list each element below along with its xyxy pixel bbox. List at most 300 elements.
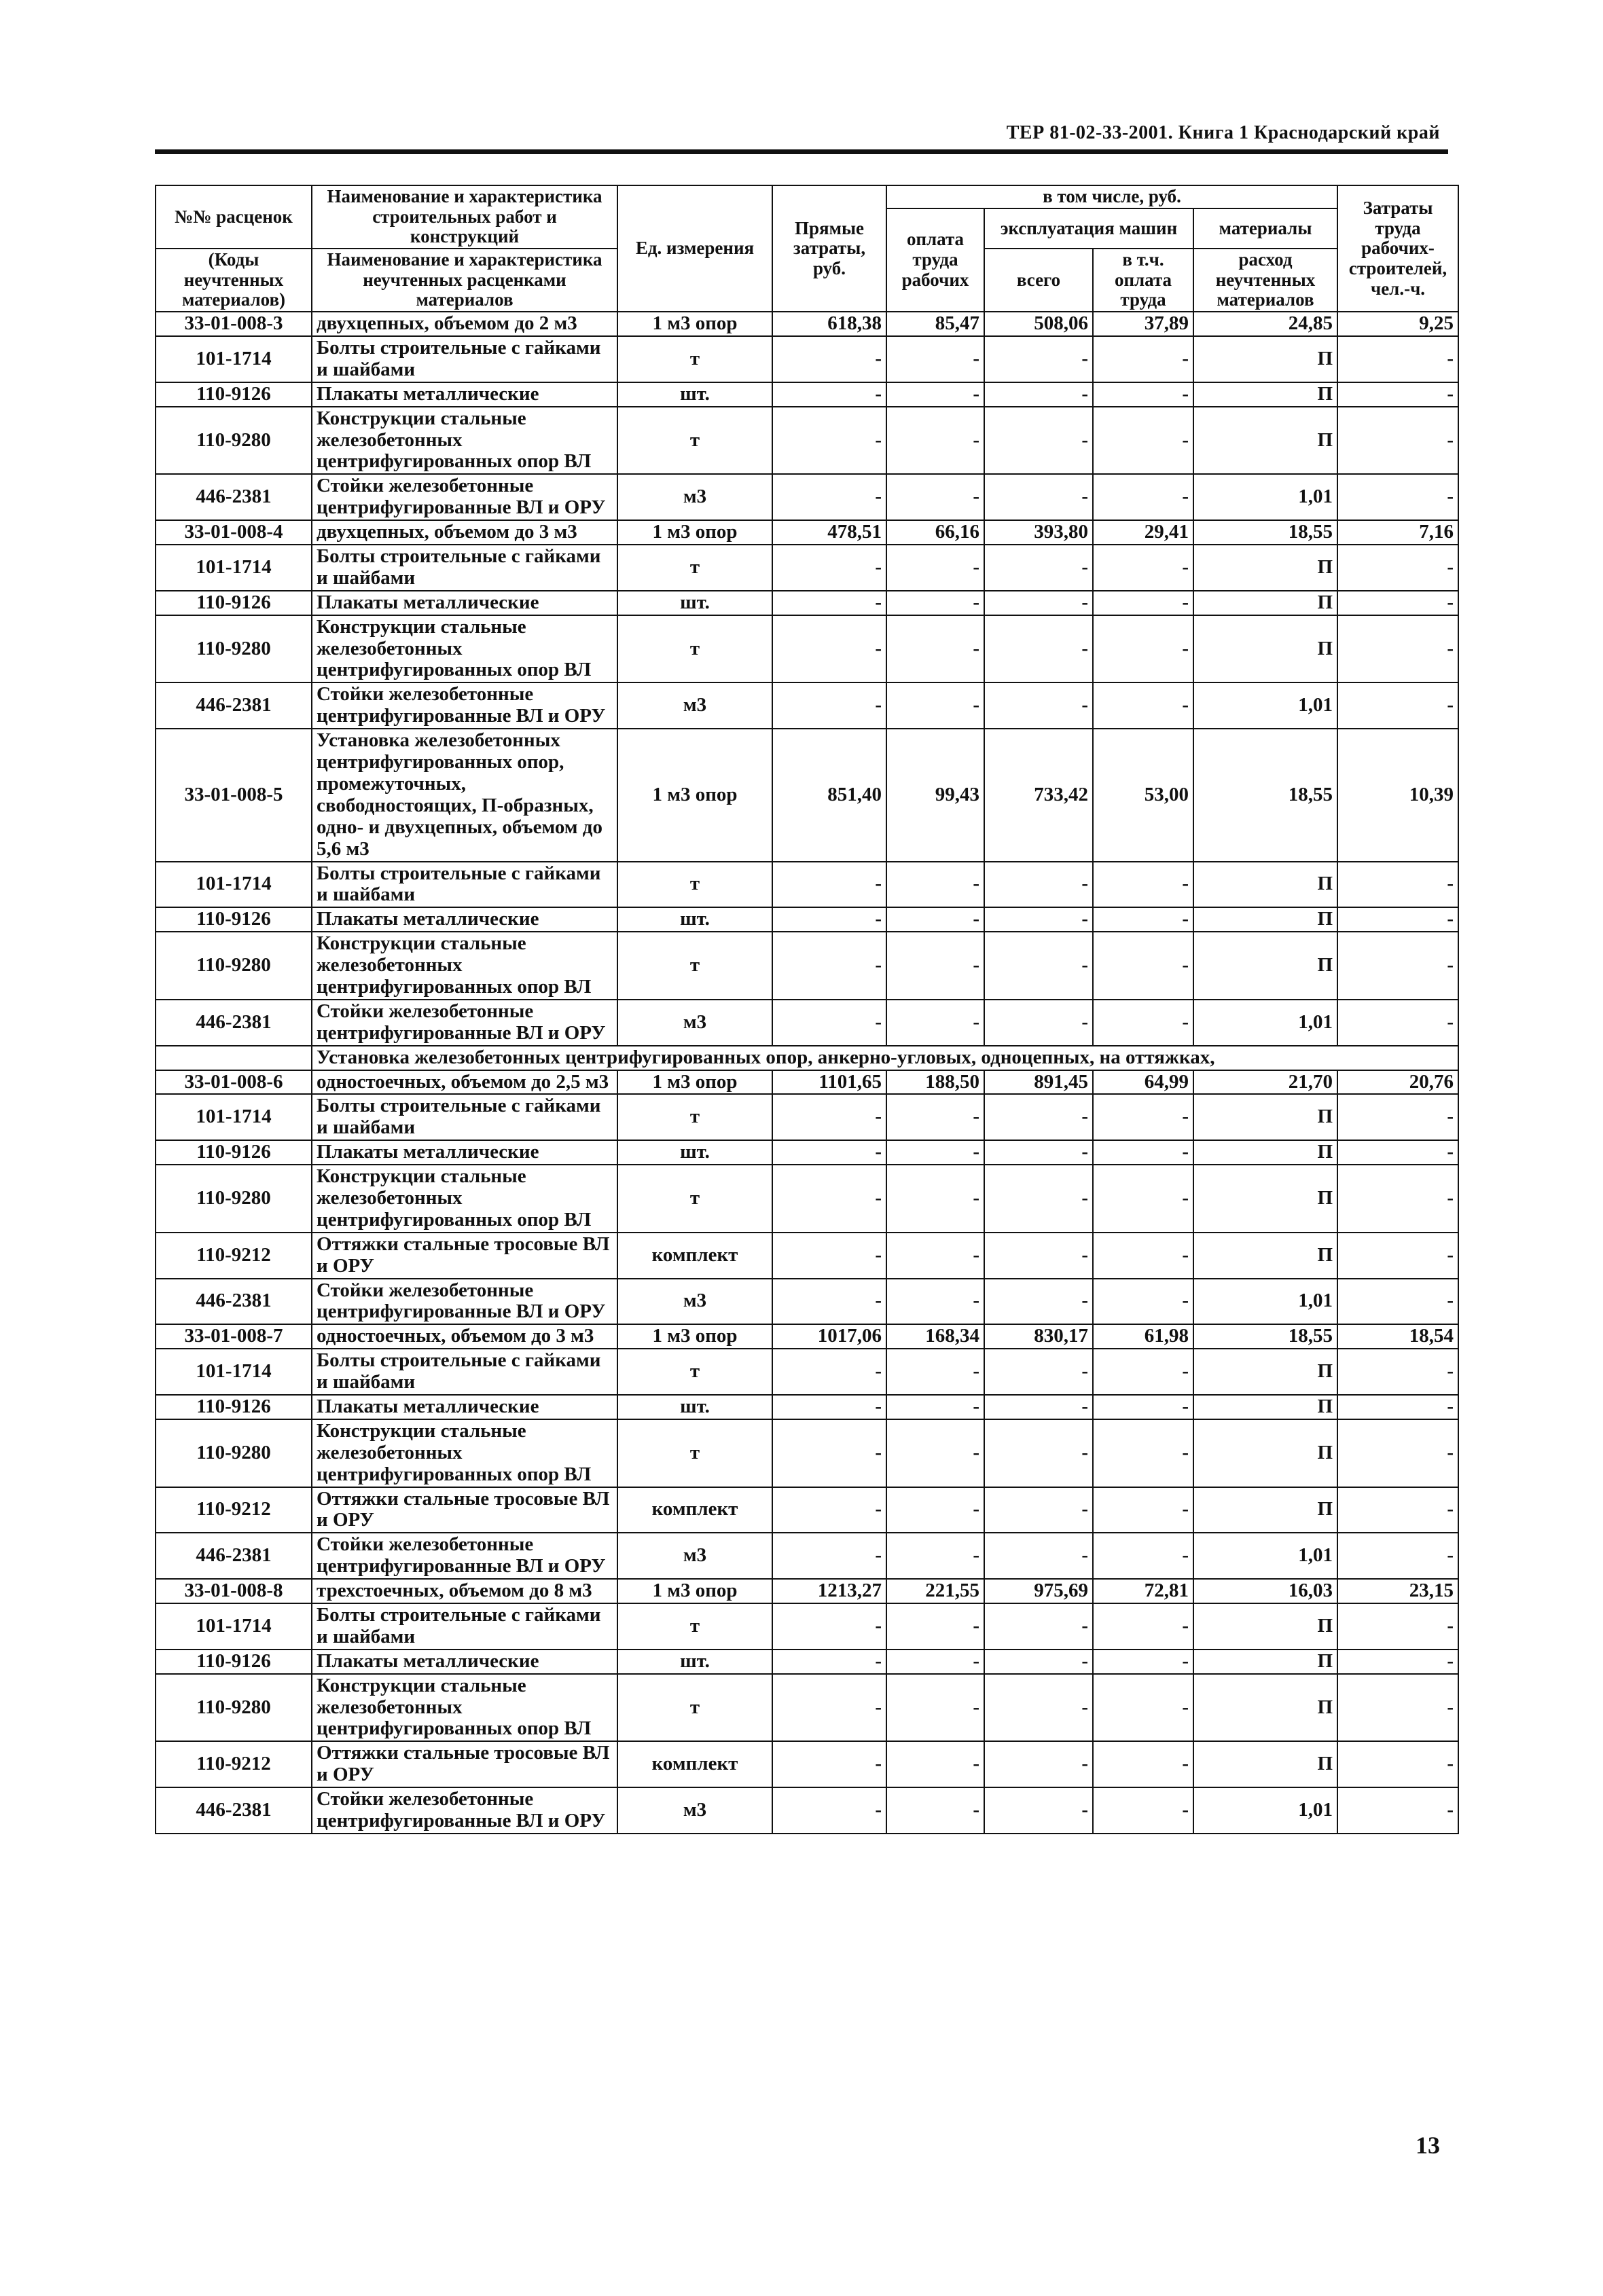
row-materials: П <box>1193 615 1337 683</box>
row-worker-hours: - <box>1337 907 1458 932</box>
row-unit: т <box>617 862 772 908</box>
row-labor-cost: - <box>886 1279 984 1325</box>
row-machines-cost: - <box>984 1533 1093 1579</box>
row-unit: т <box>617 407 772 475</box>
row-code: 446-2381 <box>156 1787 312 1834</box>
row-materials: П <box>1193 591 1337 615</box>
row-direct-cost: - <box>772 545 886 591</box>
material-row <box>156 862 1458 908</box>
row-labor-cost: - <box>886 932 984 1000</box>
row-worker-hours: 9,25 <box>1337 312 1458 336</box>
row-materials: 18,55 <box>1193 520 1337 545</box>
row-code: 446-2381 <box>156 1000 312 1046</box>
row-worker-hours: - <box>1337 1000 1458 1046</box>
row-name: Конструкции стальные железобетонных центрифугированных опор ВЛ <box>312 407 617 475</box>
row-machines-labor-cost: 53,00 <box>1093 729 1193 861</box>
row-worker-hours: - <box>1337 1787 1458 1834</box>
row-labor-cost: - <box>886 545 984 591</box>
row-labor-cost: - <box>886 1094 984 1140</box>
row-machines-cost: 508,06 <box>984 312 1093 336</box>
row-machines-cost: - <box>984 862 1093 908</box>
page-number: 13 <box>1416 2132 1440 2159</box>
row-machines-labor-cost: - <box>1093 1741 1193 1787</box>
row-machines-labor-cost: - <box>1093 474 1193 520</box>
row-name: Конструкции стальные железобетонных центрифугированных опор ВЛ <box>312 1674 617 1742</box>
row-name: Оттяжки стальные тросовые ВЛ и ОРУ <box>312 1741 617 1787</box>
row-direct-cost: - <box>772 862 886 908</box>
row-machines-cost: - <box>984 1233 1093 1279</box>
row-machines-cost: 830,17 <box>984 1324 1093 1349</box>
row-direct-cost: - <box>772 1603 886 1650</box>
row-machines-labor-cost: - <box>1093 1603 1193 1650</box>
material-row <box>156 1165 1458 1233</box>
row-worker-hours: - <box>1337 1419 1458 1487</box>
row-worker-hours: - <box>1337 615 1458 683</box>
section-title: Установка железобетонных центрифугированных опор, анкерно-угловых, одноцепных, на оттяжках, <box>312 1046 1458 1070</box>
row-name: двухцепных, объемом до 2 м3 <box>312 312 617 336</box>
row-direct-cost: 1213,27 <box>772 1579 886 1603</box>
row-direct-cost: - <box>772 1140 886 1165</box>
row-direct-cost: 1101,65 <box>772 1070 886 1095</box>
row-unit: 1 м3 опор <box>617 1324 772 1349</box>
rates-table <box>155 185 1459 1834</box>
row-unit: т <box>617 545 772 591</box>
row-materials: 1,01 <box>1193 1787 1337 1834</box>
row-materials: П <box>1193 1674 1337 1742</box>
row-code: 110-9212 <box>156 1233 312 1279</box>
material-row <box>156 1140 1458 1165</box>
row-machines-cost: - <box>984 1419 1093 1487</box>
row-machines-labor-cost: - <box>1093 1279 1193 1325</box>
row-machines-labor-cost: - <box>1093 1487 1193 1533</box>
row-labor-cost: - <box>886 382 984 407</box>
rate-row <box>156 520 1458 545</box>
row-unit: т <box>617 336 772 382</box>
header-code-sub: (Коды неучтенных материалов) <box>156 249 312 312</box>
row-name: Плакаты металлические <box>312 382 617 407</box>
row-code: 101-1714 <box>156 336 312 382</box>
row-worker-hours: - <box>1337 407 1458 475</box>
row-labor-cost: - <box>886 1674 984 1742</box>
row-labor-cost: 66,16 <box>886 520 984 545</box>
row-machines-cost: 975,69 <box>984 1579 1093 1603</box>
row-name: Плакаты металлические <box>312 1140 617 1165</box>
row-name: Стойки железобетонные центрифугированные ВЛ и ОРУ <box>312 474 617 520</box>
row-unit: комплект <box>617 1487 772 1533</box>
row-machines-cost: - <box>984 1094 1093 1140</box>
material-row <box>156 682 1458 729</box>
row-machines-cost: 393,80 <box>984 520 1093 545</box>
row-worker-hours: - <box>1337 1487 1458 1533</box>
header-workers: Затраты труда рабочих-строителей, чел.-ч. <box>1337 185 1458 312</box>
row-machines-cost: - <box>984 615 1093 683</box>
row-direct-cost: 618,38 <box>772 312 886 336</box>
row-materials: П <box>1193 1603 1337 1650</box>
table-body <box>156 312 1458 1834</box>
material-row <box>156 382 1458 407</box>
row-materials: П <box>1193 1419 1337 1487</box>
row-labor-cost: - <box>886 907 984 932</box>
header-labor: оплата труда рабочих <box>886 208 984 312</box>
row-unit: шт. <box>617 382 772 407</box>
row-materials: П <box>1193 1094 1337 1140</box>
row-worker-hours: - <box>1337 1349 1458 1395</box>
row-materials: П <box>1193 907 1337 932</box>
row-unit: 1 м3 опор <box>617 729 772 861</box>
row-machines-labor-cost: - <box>1093 1140 1193 1165</box>
row-machines-labor-cost: - <box>1093 336 1193 382</box>
row-machines-labor-cost: - <box>1093 862 1193 908</box>
rate-row <box>156 1579 1458 1603</box>
row-code: 110-9126 <box>156 1395 312 1419</box>
row-name: Конструкции стальные железобетонных центрифугированных опор ВЛ <box>312 932 617 1000</box>
row-machines-labor-cost: - <box>1093 1650 1193 1674</box>
row-worker-hours: - <box>1337 474 1458 520</box>
row-materials: 1,01 <box>1193 1279 1337 1325</box>
row-labor-cost: - <box>886 1603 984 1650</box>
row-name: Оттяжки стальные тросовые ВЛ и ОРУ <box>312 1233 617 1279</box>
row-materials: 21,70 <box>1193 1070 1337 1095</box>
row-worker-hours: - <box>1337 591 1458 615</box>
row-name: Плакаты металлические <box>312 907 617 932</box>
row-labor-cost: 168,34 <box>886 1324 984 1349</box>
row-machines-labor-cost: 72,81 <box>1093 1579 1193 1603</box>
row-machines-labor-cost: - <box>1093 1533 1193 1579</box>
row-unit: м3 <box>617 1279 772 1325</box>
row-machines-labor-cost: 29,41 <box>1093 520 1193 545</box>
row-labor-cost: - <box>886 1140 984 1165</box>
row-labor-cost: - <box>886 1395 984 1419</box>
row-machines-labor-cost: - <box>1093 907 1193 932</box>
row-worker-hours: - <box>1337 1140 1458 1165</box>
material-row <box>156 1000 1458 1046</box>
row-worker-hours: - <box>1337 1279 1458 1325</box>
row-materials: 1,01 <box>1193 1533 1337 1579</box>
row-direct-cost: - <box>772 336 886 382</box>
row-materials: 1,01 <box>1193 682 1337 729</box>
row-unit: комплект <box>617 1741 772 1787</box>
row-code: 33-01-008-4 <box>156 520 312 545</box>
row-unit: т <box>617 1094 772 1140</box>
header-incl: в том числе, руб. <box>886 185 1337 208</box>
row-labor-cost: 221,55 <box>886 1579 984 1603</box>
row-machines-cost: - <box>984 1395 1093 1419</box>
row-direct-cost: 478,51 <box>772 520 886 545</box>
row-machines-cost: - <box>984 682 1093 729</box>
row-code: 110-9280 <box>156 932 312 1000</box>
row-unit: т <box>617 1674 772 1742</box>
row-code: 101-1714 <box>156 1603 312 1650</box>
row-direct-cost: - <box>772 932 886 1000</box>
row-worker-hours: 23,15 <box>1337 1579 1458 1603</box>
row-labor-cost: - <box>886 1533 984 1579</box>
row-direct-cost: - <box>772 1674 886 1742</box>
row-code: 101-1714 <box>156 1094 312 1140</box>
row-unit: шт. <box>617 591 772 615</box>
row-direct-cost: - <box>772 1233 886 1279</box>
row-unit: м3 <box>617 1533 772 1579</box>
row-materials: П <box>1193 382 1337 407</box>
material-row <box>156 336 1458 382</box>
row-worker-hours: - <box>1337 1395 1458 1419</box>
row-worker-hours: - <box>1337 1674 1458 1742</box>
row-machines-labor-cost: - <box>1093 615 1193 683</box>
row-code: 33-01-008-7 <box>156 1324 312 1349</box>
row-labor-cost: - <box>886 407 984 475</box>
row-materials: 18,55 <box>1193 1324 1337 1349</box>
row-unit: 1 м3 опор <box>617 1579 772 1603</box>
row-worker-hours: - <box>1337 1603 1458 1650</box>
row-worker-hours: 7,16 <box>1337 520 1458 545</box>
row-unit: 1 м3 опор <box>617 312 772 336</box>
row-machines-cost: 891,45 <box>984 1070 1093 1095</box>
material-row <box>156 1279 1458 1325</box>
row-machines-cost: - <box>984 1165 1093 1233</box>
row-code: 446-2381 <box>156 1533 312 1579</box>
row-machines-cost: 733,42 <box>984 729 1093 861</box>
row-unit: м3 <box>617 1787 772 1834</box>
row-worker-hours: 10,39 <box>1337 729 1458 861</box>
row-code: 446-2381 <box>156 682 312 729</box>
row-worker-hours: - <box>1337 1165 1458 1233</box>
row-unit: т <box>617 1419 772 1487</box>
row-code: 110-9280 <box>156 1419 312 1487</box>
header-direct: Прямые затраты, руб. <box>772 185 886 312</box>
material-row <box>156 591 1458 615</box>
running-header: ТЕР 81-02-33-2001. Книга 1 Краснодарский край <box>1006 122 1440 143</box>
material-row <box>156 1233 1458 1279</box>
row-direct-cost: - <box>772 1650 886 1674</box>
row-materials: П <box>1193 1233 1337 1279</box>
row-materials: П <box>1193 1487 1337 1533</box>
row-code: 110-9280 <box>156 1165 312 1233</box>
row-direct-cost: - <box>772 1395 886 1419</box>
row-code: 110-9126 <box>156 907 312 932</box>
material-row <box>156 1603 1458 1650</box>
row-labor-cost: - <box>886 474 984 520</box>
material-row <box>156 1349 1458 1395</box>
row-worker-hours: - <box>1337 1650 1458 1674</box>
header-materials: материалы <box>1193 208 1337 249</box>
row-labor-cost: - <box>886 591 984 615</box>
row-name: Болты строительные с гайками и шайбами <box>312 1603 617 1650</box>
rate-row <box>156 729 1458 861</box>
row-name: одностоечных, объемом до 3 м3 <box>312 1324 617 1349</box>
header-name-sub: Наименование и характеристика неучтенных расценками материалов <box>312 249 617 312</box>
row-materials: 18,55 <box>1193 729 1337 861</box>
row-name: Стойки железобетонные центрифугированные ВЛ и ОРУ <box>312 682 617 729</box>
row-unit: т <box>617 615 772 683</box>
header-rule <box>155 149 1448 154</box>
row-worker-hours: - <box>1337 1741 1458 1787</box>
row-code: 110-9126 <box>156 591 312 615</box>
row-worker-hours: - <box>1337 932 1458 1000</box>
row-labor-cost: 188,50 <box>886 1070 984 1095</box>
row-code: 101-1714 <box>156 1349 312 1395</box>
row-name: Болты строительные с гайками и шайбами <box>312 862 617 908</box>
row-code: 110-9126 <box>156 382 312 407</box>
row-worker-hours: - <box>1337 382 1458 407</box>
row-materials: П <box>1193 407 1337 475</box>
row-direct-cost: - <box>772 682 886 729</box>
row-machines-labor-cost: - <box>1093 545 1193 591</box>
row-materials: П <box>1193 1741 1337 1787</box>
row-name: Стойки железобетонные центрифугированные ВЛ и ОРУ <box>312 1000 617 1046</box>
row-machines-labor-cost: - <box>1093 382 1193 407</box>
row-direct-cost: 851,40 <box>772 729 886 861</box>
row-code: 101-1714 <box>156 862 312 908</box>
row-code: 33-01-008-8 <box>156 1579 312 1603</box>
row-machines-labor-cost: - <box>1093 1094 1193 1140</box>
row-code: 110-9212 <box>156 1487 312 1533</box>
row-unit: м3 <box>617 474 772 520</box>
row-labor-cost: - <box>886 1233 984 1279</box>
row-machines-labor-cost: - <box>1093 1233 1193 1279</box>
row-materials: 16,03 <box>1193 1579 1337 1603</box>
row-materials: 1,01 <box>1193 474 1337 520</box>
row-name: Болты строительные с гайками и шайбами <box>312 1349 617 1395</box>
row-labor-cost: - <box>886 1650 984 1674</box>
row-labor-cost: - <box>886 1165 984 1233</box>
row-name: Болты строительные с гайками и шайбами <box>312 336 617 382</box>
row-machines-cost: - <box>984 474 1093 520</box>
row-name: Плакаты металлические <box>312 1395 617 1419</box>
row-direct-cost: - <box>772 1279 886 1325</box>
row-machines-cost: - <box>984 336 1093 382</box>
rate-row <box>156 1324 1458 1349</box>
row-worker-hours: - <box>1337 862 1458 908</box>
row-unit: шт. <box>617 907 772 932</box>
row-name: двухцепных, объемом до 3 м3 <box>312 520 617 545</box>
row-name: Стойки железобетонные центрифугированные ВЛ и ОРУ <box>312 1787 617 1834</box>
row-machines-cost: - <box>984 1000 1093 1046</box>
row-machines-labor-cost: - <box>1093 1395 1193 1419</box>
row-unit: шт. <box>617 1140 772 1165</box>
row-direct-cost: - <box>772 1787 886 1834</box>
row-code: 110-9126 <box>156 1650 312 1674</box>
row-code: 101-1714 <box>156 545 312 591</box>
row-name: Плакаты металлические <box>312 1650 617 1674</box>
row-machines-cost: - <box>984 907 1093 932</box>
header-materials-sub: расход неучтенных материалов <box>1193 249 1337 312</box>
row-labor-cost: - <box>886 1787 984 1834</box>
row-name: Конструкции стальные железобетонных центрифугированных опор ВЛ <box>312 1419 617 1487</box>
row-materials: П <box>1193 1650 1337 1674</box>
row-materials: П <box>1193 1140 1337 1165</box>
row-worker-hours: - <box>1337 1094 1458 1140</box>
material-row <box>156 1419 1458 1487</box>
row-machines-labor-cost: - <box>1093 1787 1193 1834</box>
row-name: Болты строительные с гайками и шайбами <box>312 1094 617 1140</box>
row-labor-cost: 99,43 <box>886 729 984 861</box>
row-code: 110-9126 <box>156 1140 312 1165</box>
rate-row <box>156 1070 1458 1095</box>
row-worker-hours: - <box>1337 336 1458 382</box>
row-labor-cost: - <box>886 1741 984 1787</box>
row-labor-cost: - <box>886 1419 984 1487</box>
row-machines-cost: - <box>984 545 1093 591</box>
row-materials: П <box>1193 545 1337 591</box>
header-machines-labor: в т.ч. оплата труда <box>1093 249 1193 312</box>
header-name: Наименование и характеристика строительных работ и конструкций <box>312 185 617 249</box>
row-name: одностоечных, объемом до 2,5 м3 <box>312 1070 617 1095</box>
row-code: 33-01-008-6 <box>156 1070 312 1095</box>
material-row <box>156 407 1458 475</box>
material-row <box>156 932 1458 1000</box>
row-direct-cost: - <box>772 615 886 683</box>
row-code: 446-2381 <box>156 1279 312 1325</box>
row-materials: П <box>1193 862 1337 908</box>
row-name: Плакаты металлические <box>312 591 617 615</box>
row-labor-cost: 85,47 <box>886 312 984 336</box>
row-materials: П <box>1193 1165 1337 1233</box>
material-row <box>156 474 1458 520</box>
row-materials: П <box>1193 932 1337 1000</box>
row-machines-cost: - <box>984 1279 1093 1325</box>
header-code: №№ расценок <box>156 185 312 249</box>
section-row <box>156 1046 1458 1070</box>
material-row <box>156 1533 1458 1579</box>
row-unit: 1 м3 опор <box>617 520 772 545</box>
row-unit: т <box>617 1165 772 1233</box>
row-worker-hours: 18,54 <box>1337 1324 1458 1349</box>
row-machines-cost: - <box>984 1650 1093 1674</box>
row-unit: м3 <box>617 682 772 729</box>
row-machines-cost: - <box>984 1741 1093 1787</box>
row-name: Конструкции стальные железобетонных центрифугированных опор ВЛ <box>312 1165 617 1233</box>
row-name: Стойки железобетонные центрифугированные ВЛ и ОРУ <box>312 1533 617 1579</box>
row-direct-cost: - <box>772 1000 886 1046</box>
row-direct-cost: - <box>772 907 886 932</box>
header-unit: Ед. измерения <box>617 185 772 312</box>
row-machines-cost: - <box>984 932 1093 1000</box>
row-machines-labor-cost: 61,98 <box>1093 1324 1193 1349</box>
row-unit: шт. <box>617 1650 772 1674</box>
header-machines: эксплуатация машин <box>984 208 1193 249</box>
row-unit: комплект <box>617 1233 772 1279</box>
row-materials: 1,01 <box>1193 1000 1337 1046</box>
row-code: 33-01-008-5 <box>156 729 312 861</box>
row-unit: м3 <box>617 1000 772 1046</box>
row-unit: т <box>617 932 772 1000</box>
row-materials: П <box>1193 336 1337 382</box>
material-row <box>156 907 1458 932</box>
rate-row <box>156 312 1458 336</box>
row-machines-cost: - <box>984 1603 1093 1650</box>
row-materials: 24,85 <box>1193 312 1337 336</box>
material-row <box>156 1487 1458 1533</box>
row-worker-hours: - <box>1337 545 1458 591</box>
row-machines-cost: - <box>984 1674 1093 1742</box>
row-machines-labor-cost: 64,99 <box>1093 1070 1193 1095</box>
row-materials: П <box>1193 1349 1337 1395</box>
row-worker-hours: - <box>1337 1533 1458 1579</box>
row-labor-cost: - <box>886 862 984 908</box>
table-header <box>156 185 1458 312</box>
row-unit: 1 м3 опор <box>617 1070 772 1095</box>
header-machines-total: всего <box>984 249 1093 312</box>
row-machines-labor-cost: - <box>1093 1165 1193 1233</box>
section-code-cell <box>156 1046 312 1070</box>
row-unit: шт. <box>617 1395 772 1419</box>
row-direct-cost: - <box>772 382 886 407</box>
row-worker-hours: - <box>1337 682 1458 729</box>
row-unit: т <box>617 1603 772 1650</box>
row-labor-cost: - <box>886 1349 984 1395</box>
row-labor-cost: - <box>886 615 984 683</box>
row-direct-cost: - <box>772 1487 886 1533</box>
row-unit: т <box>617 1349 772 1395</box>
